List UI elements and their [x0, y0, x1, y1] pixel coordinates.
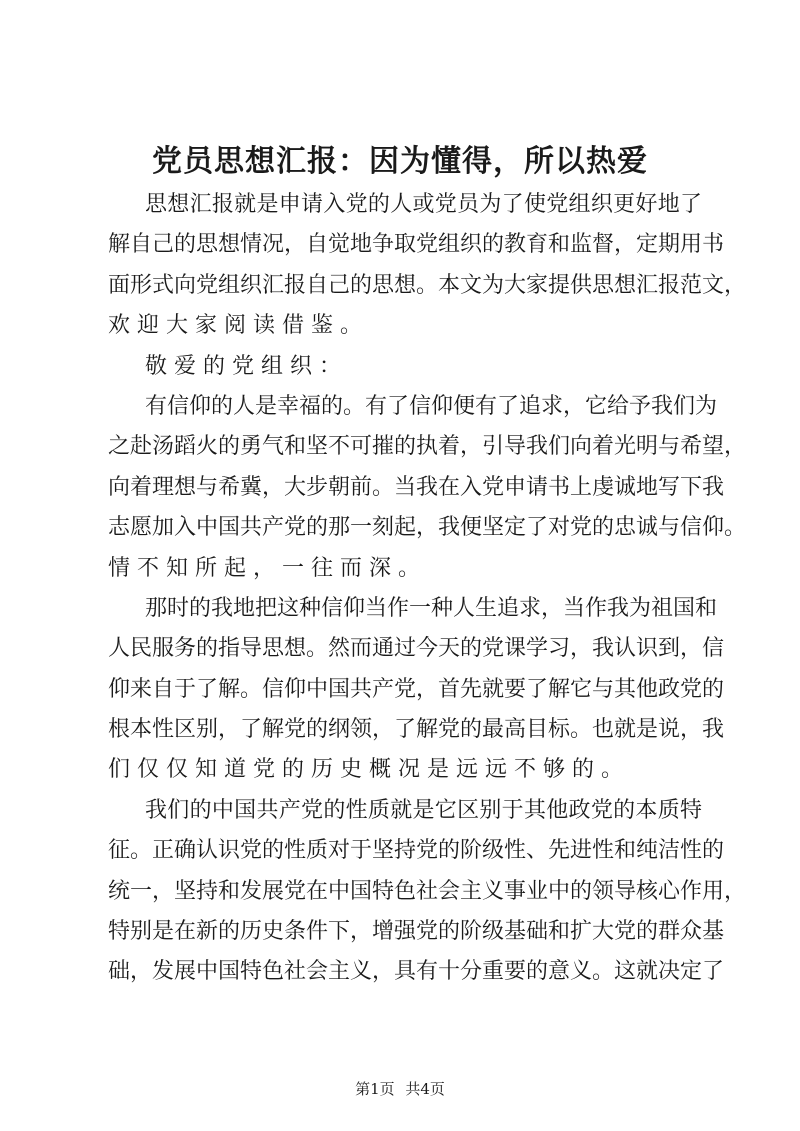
page-footer — [0, 1078, 800, 1099]
text-line: 根本性区别，了解党的纲领，了解党的最高目标。也就是说，我 — [108, 717, 725, 743]
document-title: 党员思想汇报：因为懂得，所以热爱 — [152, 144, 648, 179]
text-line: 那时的我地把这种信仰当作一种人生追求，当作我为祖国和 — [145, 595, 718, 621]
text-line: 解自己的思想情况，自觉地争取党组织的教育和监督，定期用书 — [108, 232, 725, 258]
paragraph — [108, 185, 747, 347]
document-body — [108, 185, 747, 993]
text-line: 征。正确认识党的性质对于坚持党的阶级性、先进性和纯洁性的 — [108, 838, 725, 864]
text-line: 思想汇报就是申请入党的人或党员为了使党组织更好地了 — [145, 192, 702, 217]
text-line: 欢迎大家阅读借鉴。 — [108, 313, 370, 339]
text-line: 仰来自于了解。信仰中国共产党，首先就要了解它与其他政党的 — [108, 676, 725, 702]
text-line: 向着理想与希冀，大步朝前。当我在入党申请书上虔诚地写下我 — [108, 474, 725, 500]
text-line: 础，发展中国特色社会主义，具有十分重要的意义。这就决定了 — [108, 959, 725, 985]
page-total: 共4页 — [405, 1080, 445, 1098]
text-line: 情不知所起，一往而深。 — [108, 555, 428, 581]
text-line: 人民服务的指导思想。然而通过今天的党课学习，我认识到，信 — [108, 636, 725, 662]
paragraph — [108, 347, 702, 387]
text-line: 我们的中国共产党的性质就是它区别于其他政党的本质特 — [145, 797, 702, 823]
text-line: 特别是在新的历史条件下，增强党的阶级基础和扩大党的群众基 — [108, 919, 725, 945]
text-line: 志愿加入中国共产党的那一刻起，我便坚定了对党的忠诚与信仰。 — [108, 515, 747, 541]
text-line: 们仅仅知道党的历史概况是远远不够的。 — [108, 757, 631, 783]
paragraph — [108, 589, 725, 791]
text-line: 敬爱的党组织： — [145, 353, 349, 379]
paragraph — [108, 791, 747, 993]
text-line: 统一，坚持和发展党在中国特色社会主义事业中的领导核心作用， — [108, 878, 747, 904]
text-line: 之赴汤蹈火的勇气和坚不可摧的执着，引导我们向着光明与希望， — [108, 434, 747, 460]
text-line: 有信仰的人是幸福的。有了信仰便有了追求，它给予我们为 — [145, 393, 718, 419]
paragraph — [108, 387, 747, 589]
page-number: 第1页 — [355, 1080, 395, 1098]
text-line: 面形式向党组织汇报自己的思想。本文为大家提供思想汇报范文， — [108, 272, 747, 298]
